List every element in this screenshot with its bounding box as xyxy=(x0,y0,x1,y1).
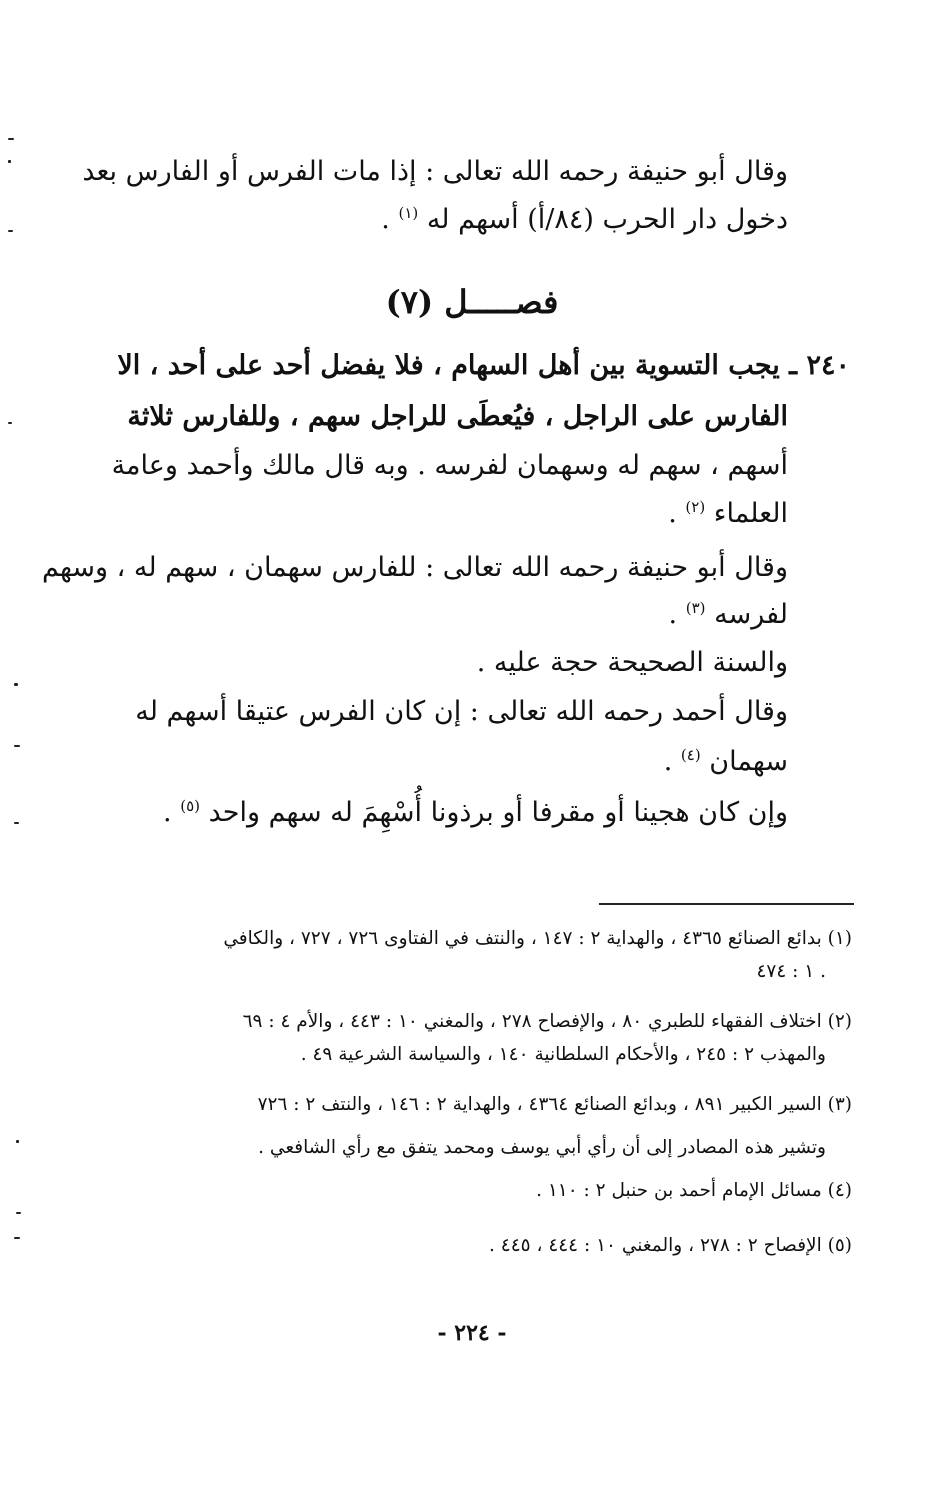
footnote-5: (٥) الإفصاح ٢ : ٢٧٨ ، والمغني ١٠ : ٤٤٤ ، ٤٤٥ . xyxy=(489,1235,852,1256)
paragraph-240-line-2-text: الفارس على الراجل ، فيُعطَى للراجل سهم ، وللفارس ثلاثة xyxy=(127,401,788,432)
abu-hanifa-line-2-end: . xyxy=(668,599,678,630)
abu-hanifa-line-2 xyxy=(669,595,788,635)
ahmad-line-1-text: وقال أحمد رحمه الله تعالى : إن كان الفرس عتيقا أسهم له xyxy=(135,696,788,727)
scan-mark xyxy=(8,230,13,232)
footnote-ref-5[interactable]: (٥) xyxy=(180,797,200,815)
ahmad-line-2 xyxy=(664,742,788,782)
footnote-separator xyxy=(599,903,854,905)
paragraph-240-line-4-text: العلماء xyxy=(713,498,788,529)
intro-line-2-end: . xyxy=(381,204,390,235)
last-line xyxy=(163,793,788,833)
footnote-ref-1[interactable]: (١) xyxy=(398,204,419,222)
scan-mark xyxy=(8,138,14,140)
footnote-3-line-1: (٣) السير الكبير ٨٩١ ، وبدائع الصنائع ٤٣٦٤ ، والهداية ٢ : ١٤٦ ، والنتف ٢ : ٧٢٦ xyxy=(257,1094,852,1115)
sunna-line-text: والسنة الصحيحة حجة عليه . xyxy=(476,647,788,678)
paragraph-240-line-3-text: أسهم ، سهم له وسهمان لفرسه . وبه قال مالك وأحمد وعامة xyxy=(111,450,788,481)
paragraph-240-line-2 xyxy=(127,397,788,437)
footnote-1-line-1: (١) بدائع الصنائع ٤٣٦٥ ، والهداية ٢ : ١٤٧ ، والنتف في الفتاوى ٧٢٦ ، ٧٢٧ ، والكافي xyxy=(223,928,852,949)
ahmad-line-2-end: . xyxy=(663,746,673,777)
footnote-ref-2[interactable]: (٢) xyxy=(685,498,706,516)
ahmad-line-1 xyxy=(135,692,788,732)
footnote-2-line-1: (٢) اختلاف الفقهاء للطبري ٨٠ ، والإفصاح ٢٧٨ ، والمغني ١٠ : ٤٤٣ ، والأم ٤ : ٦٩ xyxy=(242,1011,852,1032)
intro-line-2-text: دخول دار الحرب (٨٤/أ) أسهم له xyxy=(426,204,788,235)
paragraph-240-line-3 xyxy=(112,446,788,486)
abu-hanifa-line-1-text: وقال أبو حنيفة رحمه الله تعالى : للفارس سهمان ، سهم له ، وسهم xyxy=(41,552,788,583)
last-line-text: وإن كان هجينا أو مقرفا أو برذونا أُسْهِمَ له سهم واحد xyxy=(208,797,788,828)
footnote-ref-3[interactable]: (٣) xyxy=(685,599,706,617)
footnote-ref-4[interactable]: (٤) xyxy=(680,746,701,764)
paragraph-240-line-4 xyxy=(668,494,788,534)
paragraph-240-line-1-text: ٢٤٠ ـ يجب التسوية بين أهل السهام ، فلا يفضل أحد على أحد ، الا xyxy=(117,350,850,381)
scan-mark xyxy=(16,1140,19,1143)
scan-mark xyxy=(14,745,20,747)
last-line-end: . xyxy=(163,797,172,828)
scan-mark xyxy=(8,160,11,163)
scan-mark xyxy=(14,1237,20,1239)
ahmad-line-2-text: سهمان xyxy=(709,746,788,777)
scan-mark xyxy=(16,1212,21,1214)
paragraph-240-line-4-end: . xyxy=(668,498,677,529)
scan-mark xyxy=(8,422,12,424)
footnote-4: (٤) مسائل الإمام أحمد بن حنبل ٢ : ١١٠ . xyxy=(536,1180,852,1201)
abu-hanifa-line-2-text: لفرسه xyxy=(714,599,788,630)
intro-line-1-text: وقال أبو حنيفة رحمه الله تعالى : إذا مات الفرس أو الفارس بعد xyxy=(82,156,788,187)
sunna-line xyxy=(477,643,788,683)
paragraph-240-line-1 xyxy=(117,346,850,386)
section-heading: فصـــــل (٧) xyxy=(385,283,559,321)
footnote-3-line-2: وتشير هذه المصادر إلى أن رأي أبي يوسف ومحمد يتفق مع رأي الشافعي . xyxy=(258,1137,826,1158)
scan-mark xyxy=(14,822,19,824)
intro-line-1 xyxy=(82,152,788,192)
footnote-2-line-2: والمهذب ٢ : ٢٤٥ ، والأحكام السلطانية ١٤٠ ، والسياسة الشرعية ٤٩ . xyxy=(300,1044,826,1065)
footnote-1-line-2: ١ : ٤٧٤ . xyxy=(756,961,826,982)
scan-mark xyxy=(14,683,18,686)
page-number: - ٢٢٤ - xyxy=(437,1320,507,1346)
intro-line-2 xyxy=(381,200,788,240)
abu-hanifa-line-1 xyxy=(42,548,788,588)
